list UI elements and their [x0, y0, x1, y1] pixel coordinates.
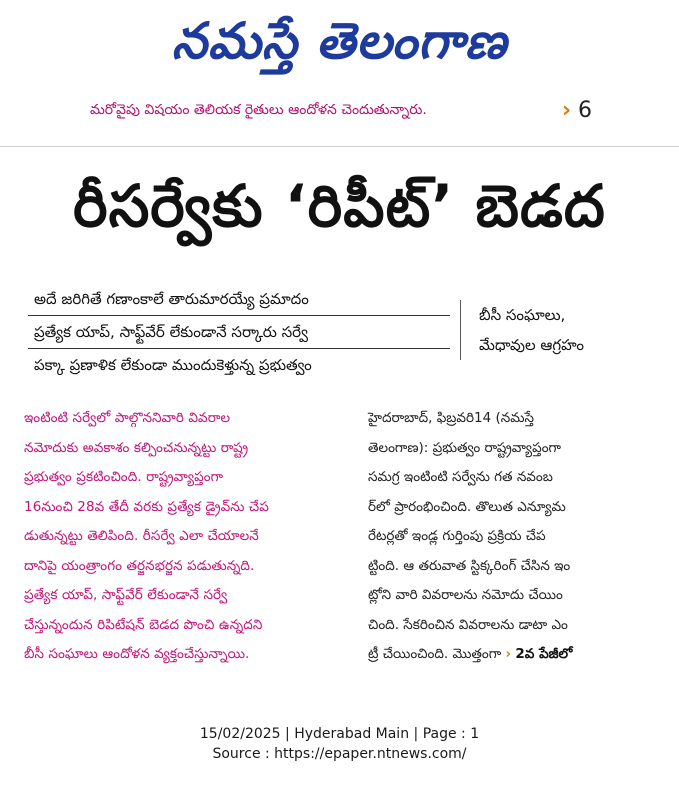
newspaper-logo: నమస్తే తెలంగాణ: [171, 12, 508, 70]
chevron-right-icon: ›: [562, 98, 572, 123]
sub-headline: అదే జరిగితే గణాంకాలే తారుమారయ్యే ప్రమాదం: [34, 290, 309, 308]
side-note: [460, 300, 679, 360]
summary-column: [24, 404, 360, 670]
summary-line: ప్రత్యేక యాప్, సాఫ్ట్‌వేర్ లేకుండానే సర్వే: [24, 587, 228, 603]
body-line: చింది. సేకరించిన వివరాలను డాటా ఎం: [368, 616, 568, 633]
side-note-line: బీసీ సంఘాలు,: [479, 306, 566, 324]
body-line: తెలంగాణ): ప్రభుత్వం రాష్ట్రవ్యాప్తంగా: [368, 439, 561, 456]
footer-meta: 15/02/2025 | Hyderabad Main | Page : 1: [199, 726, 480, 742]
body-line: ట్లోని వారి వివరాలను నమోదు చేయిం: [368, 587, 563, 603]
teaser-text: మరోవైపు విషయం తెలియక రైతులు ఆందోళన చెందుతున్నారు.: [90, 102, 427, 118]
divider: [0, 146, 679, 147]
sub-headline: ప్రత్యేక యాప్, సాఫ్ట్‌వేర్ లేకుండానే సర్కారు సర్వే: [28, 315, 450, 349]
body-line: ర్‌లో ప్రారంభించింది. తొలుత ఎన్యూమ: [368, 498, 566, 515]
summary-line: బీసీ సంఘాలు ఆందోళన వ్యక్తంచేస్తున్నాయి.: [24, 646, 250, 662]
page-title: రీసర్వేకు ‘రిపీట్’ బెడద: [73, 172, 606, 240]
summary-line: డుతున్నట్టు తెలిపింది. రీసర్వే ఎలా చేయాలనే: [24, 528, 259, 544]
summary-line: 16నుంచి 28వ తేదీ వరకు ప్రత్యేక డ్రైవ్‌ను చేప: [24, 498, 269, 515]
body-line: హైదరాబాద్, ఫిబ్రవరి14 (నమస్తే: [368, 410, 535, 426]
footer-source: Source : https://epaper.ntnews.com/: [212, 746, 467, 762]
sub-headlines: [28, 283, 450, 381]
continued-link[interactable]: 2వ పేజీలో: [515, 646, 573, 662]
chevron-right-icon: ›: [505, 646, 512, 662]
body-line: రేటర్లతో ఇండ్ల గుర్తింపు ప్రక్రియ చేప: [368, 528, 546, 544]
sub-headline: పక్కా ప్రణాళిక లేకుండా ముందుకెళ్తున్న ప్రభుత్వం: [34, 356, 312, 374]
body-line-last: [368, 640, 660, 670]
body-line: ట్టింది. ఆ తరువాత స్టిక్కరింగ్ చేసిన ఇం: [368, 557, 571, 574]
summary-line: ఇంటింటి సర్వేలో పాల్గొననివారి వివరాల: [24, 410, 231, 426]
masthead: [0, 0, 679, 92]
teaser-page-number: 6: [578, 98, 592, 123]
footer: [0, 724, 679, 764]
teaser-strip[interactable]: [90, 98, 650, 128]
summary-line: ప్రభుత్వం ప్రకటించింది. రాష్ట్రవ్యాప్తంగా: [24, 469, 224, 485]
article-body: [368, 404, 660, 670]
body-line: ట్రీ చేయించింది. మొత్తంగా: [368, 646, 502, 662]
summary-line: చేస్తున్నందున రిపిటేషన్ బెడద పొంచి ఉన్నదని: [24, 616, 263, 633]
side-note-line: మేధావుల ఆగ్రహం: [479, 336, 585, 354]
body-line: సమగ్ర ఇంటింటి సర్వేను గత నవంబ: [368, 469, 553, 485]
summary-line: నమోదుకు అవకాశం కల్పించనున్నట్టు రాష్ట్ర: [24, 439, 249, 456]
summary-line: దానిపై యంత్రాంగం తర్జనభర్జన పడుతున్నది.: [24, 557, 255, 574]
